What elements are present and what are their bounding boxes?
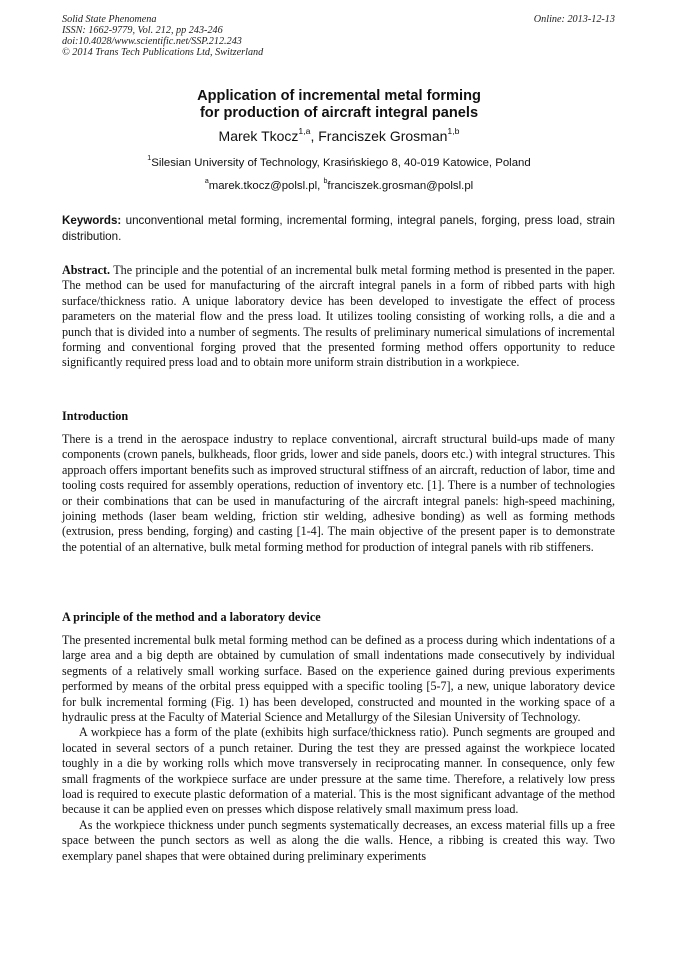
principle-paragraph-1: The presented incremental bulk metal forming method can be defined as a process during which indentations of a large area and a big depth are obtained by cumulation of small indentations made consecutively by individual segments of a relatively small working surface. Based on the experience gained during previous experiments performed by means of the orbital press equipped with a specific tooling [5-7], a new, unique laboratory device for bulk incremental forming (Fig. 1) has been developed, constructed and mounted in the working space of a hydraulic press at the Faculty of Material Science and Metallurgy of the Silesian University of Technology. bbox=[62, 633, 615, 725]
author-1-affil: 1,a bbox=[298, 126, 311, 137]
author-2: Franciszek Grosman bbox=[318, 128, 448, 144]
author-separator: , bbox=[310, 128, 319, 144]
abstract-label: Abstract. bbox=[62, 263, 111, 277]
journal-doi: doi:10.4028/www.scientific.net/SSP.212.243 bbox=[62, 36, 242, 47]
principle-text bbox=[62, 633, 615, 864]
keywords-label: Keywords: bbox=[62, 214, 122, 227]
journal-header bbox=[62, 14, 263, 58]
introduction-text bbox=[62, 432, 615, 555]
author-list bbox=[0, 128, 678, 145]
email-a: marek.tkocz@polsl.pl, bbox=[208, 180, 324, 192]
author-emails bbox=[0, 179, 678, 193]
title-line-2: for production of aircraft integral panels bbox=[199, 105, 479, 121]
author-1: Marek Tkocz bbox=[218, 128, 299, 144]
journal-copyright: © 2014 Trans Tech Publications Ltd, Switzerland bbox=[62, 47, 264, 58]
keywords-text: unconventional metal forming, incremental forming, integral panels, forging, press load, strain distribution. bbox=[62, 214, 615, 243]
email-b-mark: b bbox=[323, 178, 328, 186]
email-a-mark: a bbox=[204, 178, 209, 186]
abstract-text: The principle and the potential of an incremental bulk metal forming method is presented in the paper. The method can be used for manufacturing of the aircraft integral panels in a form of ribbed parts with high surface/thickness ratio. A unique laboratory device has been developed to investigate the effect of process parameters on the material flow and the press load. It utilizes tooling consisting of working rolls, a die and a punch that is divided into a number of segments. The results of preliminary numerical simulations of incremental forming and conventional forging proved that the presented forming method offers opportunity to reduce significantly required press load and to obtain more uniform strain distribution in a workpiece. bbox=[62, 263, 615, 370]
introduction-paragraph: There is a trend in the aerospace industry to replace conventional, aircraft structural build-ups made of many components (crown panels, bulkheads, floor grids, lower and side panels, doors etc.) with integral structures. This approach offers important benefits such as improved structural stiffness of an aircraft, reduction of labor, time and tooling costs required for assembly operations, reduction of inventory etc. [1]. There is a number of technologies or their combinations that can be used in manufacturing of the aircraft integral panels: high-speed machining, joining methods (laser beam welding, friction stir welding, adhesive bonding) as well as forming methods (extrusion, press bending, forging) and casting [1-4]. The main objective of the present paper is to demonstrate the potential of an alternative, bulk metal forming method for production of integral panels with rib stiffeners. bbox=[62, 432, 615, 554]
author-2-affil: 1,b bbox=[447, 126, 460, 137]
abstract bbox=[62, 263, 615, 371]
paper-title bbox=[0, 88, 678, 122]
affiliation bbox=[0, 156, 678, 170]
journal-name: Solid State Phenomena bbox=[62, 14, 157, 25]
principle-heading: A principle of the method and a laboratory device bbox=[62, 610, 321, 624]
introduction-heading: Introduction bbox=[62, 409, 129, 423]
title-line-1: Application of incremental metal forming bbox=[197, 88, 481, 104]
principle-paragraph-3: As the workpiece thickness under punch segments systematically decreases, an excess material fills up a free space between the punch sectors as well as along the die walls. Hence, a ribbing is created this way. Two exemplary panel shapes that were obtained during preliminary experiments bbox=[62, 817, 615, 863]
email-b: franciszek.grosman@polsl.pl bbox=[327, 180, 474, 192]
journal-issn: ISSN: 1662-9779, Vol. 212, pp 243-246 bbox=[62, 25, 223, 36]
online-date: Online: 2013-12-13 bbox=[533, 14, 615, 25]
principle-paragraph-2: A workpiece has a form of the plate (exhibits high surface/thickness ratio). Punch segments are grouped and located in several sectors of a punch retainer. During the test they are pressed against the workpiece located toughly in a die by working rolls which move transversely in reciprocating manner. In consequence, only few small fragments of the workpiece surface are under pressure at the same time. Therefore, a relatively low press load is required to execute plastic deformation of a material. This is the most significant advantage of the method because it can be applied even on presses which dispose relatively small maximum press load. bbox=[62, 725, 615, 817]
affiliation-mark: 1 bbox=[147, 155, 152, 163]
keywords bbox=[62, 213, 615, 245]
affiliation-text: Silesian University of Technology, Krasińskiego 8, 40-019 Katowice, Poland bbox=[151, 157, 531, 169]
